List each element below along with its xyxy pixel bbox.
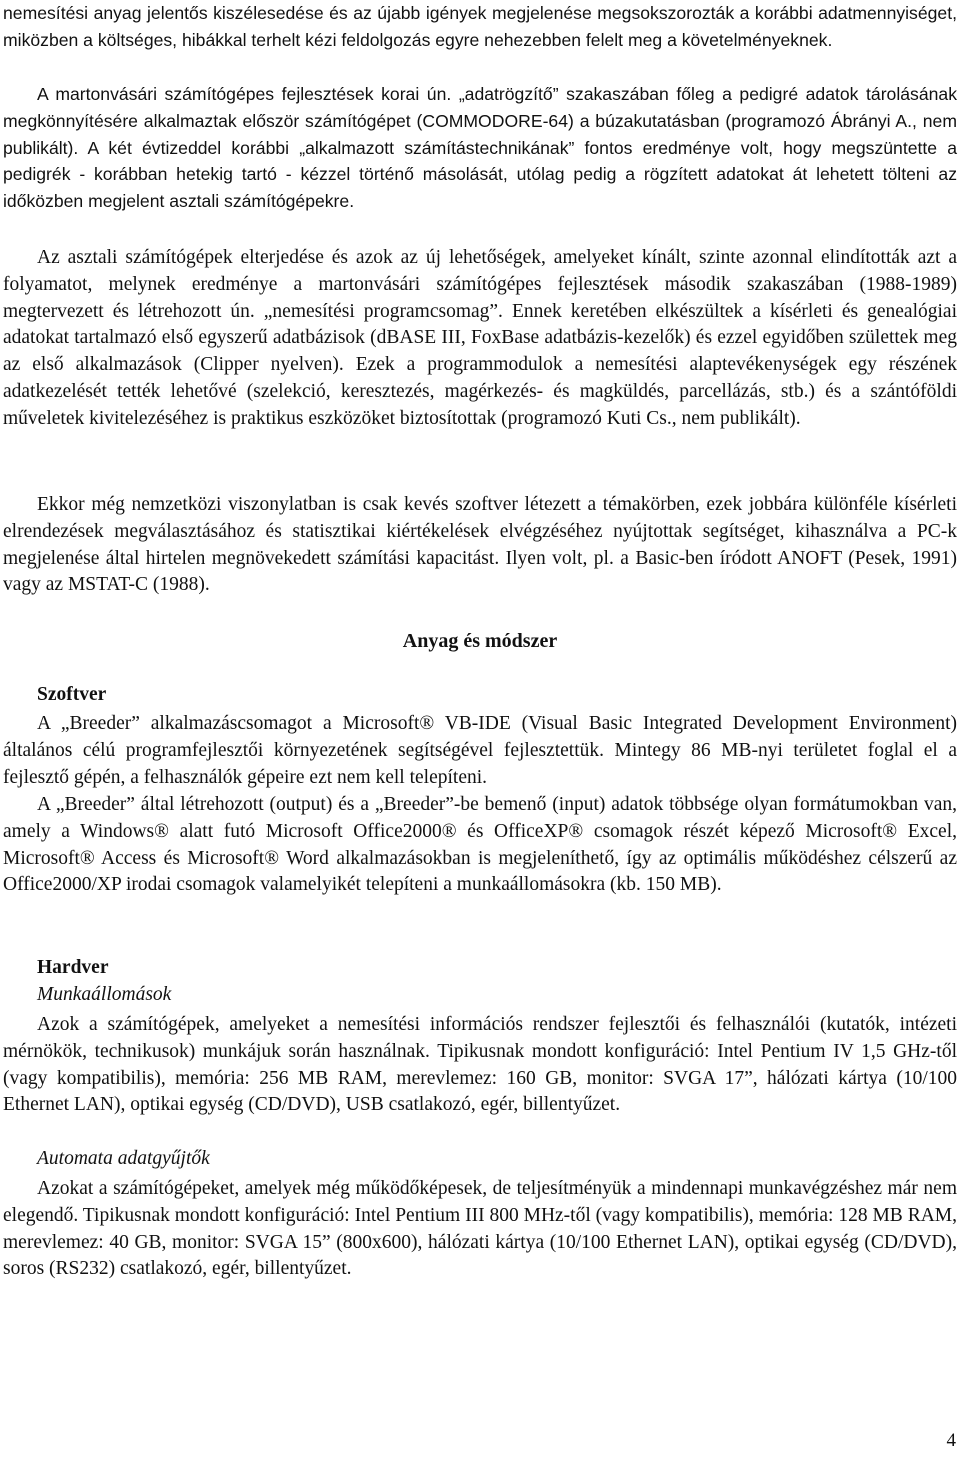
intro-paragraph-2 [3, 81, 957, 215]
workstations-text: Azok a számítógépek, amelyeket a nemesítési információs rendszer fejlesztői és felhasználói (kutatók, intézeti mérnökök, technikusok) munkájuk során használnak. Tipikusnak mondott konfiguráció: Intel Pentium IV 1,5 GHz-től (vagy kompatibilis), memória: 256 MB RAM, merevlemez: 160 GB, monitor: SVGA 17”, hálózati kártya (10/100 Ethernet LAN), optikai egység (CD/DVD), USB csatlakozó, egér, billentyűzet. [3, 1014, 957, 1116]
collectors-paragraph [3, 1176, 957, 1283]
page-number: 4 [946, 1430, 956, 1451]
intro-paragraph-1 [3, 0, 957, 54]
intro-text-3: Az asztali számítógépek elterjedése és azok az új lehetőségek, amelyeket kínált, szinte azonnal elindították azt a folyamatot, melynek eredménye a martonvásári számítógépes fejlesztések második szakaszában (1988-1989) megtervezett és létrehozott ún. „nemesítési programcsomag”. Ennek keretében elkészültek a kísérleti és genealógiai adatokat tartalmazó első egyszerű adatbázisok (dBASE III, FoxBase adatbázis-kezelők) és ezzel egyidőben születtek meg az első alkalmazások (Clipper nyelven). Ezek a programmodulok a nemesítési alaptevékenységek egy részének adatkezelését tették lehetővé (szelekció, keresztezés, magérkezés- és magküldés, parcellázás, stb.) és a szántóföldi műveletek kivitelezéséhez is praktikus eszközöket biztosítottak (programozó Kuti Cs., nem publikált). [3, 247, 957, 429]
intro-text-2: A martonvásári számítógépes fejlesztések korai ún. „adatrögzítő” szakaszában főleg a pedigré adatok tárolásának megkönnyítésére alkalmaztak először számítógépet (COMMODORE-64) a búzakutatásban (programozó Ábrányi A., nem publikált). A két évtizeddel korábbi „alkalmazott számítástechnikának” fontos eredménye volt, hogy megszüntette a pedigrék - korábban hetekig tartó - kézzel történő másolását, utólag pedig a rögzített adatokat át lehetett tölteni az időközben megjelent asztali számítógépekre. [3, 84, 957, 212]
workstations-paragraph [3, 1012, 957, 1119]
intro-text-1: nemesítési anyag jelentős kiszélesedése és az újabb igények megjelenése megsokszorozták a korábbi adatmennyiséget, miközben a költséges, hibákkal terhelt kézi feldolgozás egyre nehezebben felelt meg a követelményeknek. [3, 3, 957, 50]
hardware-heading: Hardver [37, 957, 109, 978]
intro-paragraph-4 [3, 492, 957, 599]
software-text-2: A „Breeder” által létrehozott (output) és a „Breeder”-be bemenő (input) adatok többsége olyan formátumokban van, amely a Windows® alatt futó Microsoft Office2000® és OfficeXP® csomagok részét képező Microsoft® Excel, Microsoft® Access és Microsoft® Word alkalmazásokban is megjeleníthető, így az optimális működéshez célszerű az Office2000/XP irodai csomagok valamelyikét telepíteni a munkaállomásokra (kb. 150 MB). [3, 794, 957, 896]
software-text-1: A „Breeder” alkalmazáscsomagot a Microsoft® VB-IDE (Visual Basic Integrated Development Environment) általános célú programfejlesztői környezetének segítségével fejlesztettük. Mintegy 86 MB-nyi területet foglal el a fejlesztő gépén, a felhasználók gépeire ezt nem kell telepíteni. [3, 713, 957, 788]
collectors-text: Azokat a számítógépeket, amelyek még működőképesek, de teljesítményük a mindennapi munkavégzéshez már nem elegendő. Tipikusnak mondott konfiguráció: Intel Pentium III 800 MHz-től (vagy kompatibilis), memória: 128 MB RAM, merevlemez: 40 GB, monitor: SVGA 15” (800x600), hálózati kártya (10/100 Ethernet LAN), optikai egység (CD/DVD), soros (RS232) csatlakozó, egér, billentyűzet. [3, 1178, 957, 1280]
section-title: Anyag és módszer [402, 630, 558, 652]
workstations-heading: Munkaállomások [37, 984, 172, 1005]
software-heading: Szoftver [37, 684, 107, 705]
software-paragraph-1 [3, 711, 957, 791]
software-paragraph-2 [3, 792, 957, 899]
intro-text-4: Ekkor még nemzetközi viszonylatban is csak kevés szoftver létezett a témakörben, ezek jobbára különféle kísérleti elrendezések megválasztásához és statisztikai kiértékelések elvégzéséhez nyújtottak segítséget, kihasználva a PC-k megjelenése által hirtelen megnövekedett számítási kapacitást. Ilyen volt, pl. a Basic-ben íródott ANOFT (Pesek, 1991) vagy az MSTAT-C (1988). [3, 494, 957, 596]
intro-paragraph-3 [3, 245, 957, 433]
collectors-heading: Automata adatgyűjtők [37, 1148, 210, 1169]
